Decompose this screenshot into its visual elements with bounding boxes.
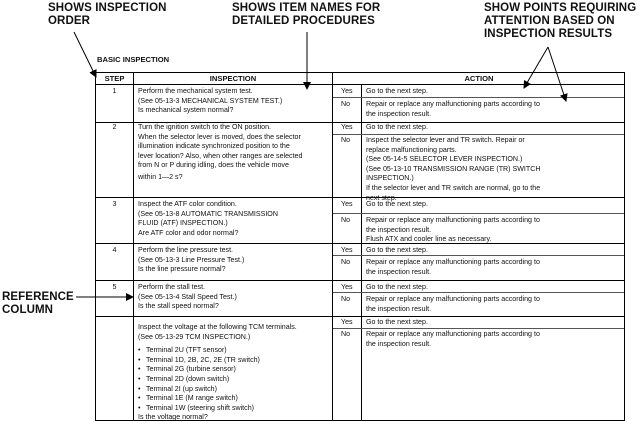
terminal-item: • Terminal 2I (up switch) [138, 385, 330, 395]
action-text: If the selector lever and TR switch are normal, go to the [366, 183, 541, 192]
inspection-text: lever location? Also, when other ranges are selected [138, 151, 303, 160]
inspection-text: Perform the stall test. [138, 283, 206, 291]
action-text: next step. [366, 193, 397, 202]
action-text: the inspection result. [366, 304, 432, 313]
callout-line: SHOW POINTS REQUIRING [484, 2, 637, 14]
step-number: 1 [112, 87, 117, 95]
answer-no: No [341, 216, 351, 224]
action-text: Inspect the selector lever and TR switch. Repair or [366, 136, 525, 144]
action-text: Go to the next step. [366, 246, 428, 254]
answer-yes: Yes [341, 200, 353, 208]
terminal-item: • Terminal 1E (M range switch) [138, 394, 330, 404]
arrow-to-step-column [74, 32, 96, 77]
callout-line: SHOWS ITEM NAMES FOR [232, 2, 381, 14]
answer-no: No [341, 100, 351, 108]
answer-no: No [341, 258, 351, 266]
header-step: STEP [104, 74, 125, 83]
inspection-text: Is the line pressure normal? [138, 265, 226, 274]
header-action: ACTION [464, 74, 494, 83]
callout-line: ATTENTION BASED ON [484, 15, 615, 27]
step-number: 2 [112, 123, 117, 131]
inspection-text: Perform the line pressure test. [138, 246, 234, 254]
step-number: 3 [112, 200, 117, 208]
action-text: Flush ATX and cooler line as necessary. [366, 235, 492, 244]
action-text: Repair or replace any malfunctioning parts according to [366, 330, 540, 338]
arrow-to-action-column [524, 47, 548, 88]
header-inspection: INSPECTION [209, 74, 257, 83]
action-text: Repair or replace any malfunctioning parts according to [366, 216, 540, 224]
inspection-text: Perform the mechanical system test. [138, 87, 253, 95]
inspection-text: Is the stall speed normal? [138, 302, 219, 311]
callout-line: INSPECTION RESULTS [484, 28, 613, 40]
action-text: Repair or replace any malfunctioning parts according to [366, 258, 540, 266]
terminal-item: • Terminal 1D, 2B, 2C, 2E (TR switch) [138, 356, 330, 366]
action-text: the inspection result. [366, 109, 432, 118]
step-number: 4 [112, 246, 117, 254]
answer-no: No [341, 295, 351, 303]
step-number: 5 [112, 283, 117, 291]
inspection-text: Inspect the voltage at the following TCM terminals. [138, 323, 297, 331]
action-text: Repair or replace any malfunctioning parts according to [366, 295, 540, 303]
inspection-text: (See 05-13-3 Line Pressure Test.) [138, 255, 245, 264]
callout-line: COLUMN [2, 304, 54, 316]
arrow-to-action-result [548, 47, 566, 101]
inspection-text: (See 05-13-29 TCM INSPECTION.) [138, 332, 251, 341]
terminal-item: • Terminal 2G (turbine sensor) [138, 365, 330, 375]
action-text: INSPECTION.) [366, 174, 414, 183]
action-text: the inspection result. [366, 267, 432, 276]
inspection-text: (See 05-13-3 MECHANICAL SYSTEM TEST.) [138, 96, 283, 105]
answer-yes: Yes [341, 283, 353, 291]
inspection-text: Inspect the ATF color condition. [138, 200, 237, 208]
action-text: (See 05-14-5 SELECTOR LEVER INSPECTION.) [366, 155, 523, 164]
action-text: replace malfunctioning parts. [366, 145, 457, 154]
answer-yes: Yes [341, 318, 353, 326]
action-text: Go to the next step. [366, 87, 428, 95]
inspection-text: from N or P during idling, does the vehicle move [138, 161, 289, 170]
inspection-text: (See 05-13-4 Stall Speed Test.) [138, 292, 237, 301]
callout-line: DETAILED PROCEDURES [232, 15, 375, 27]
action-text: Go to the next step. [366, 318, 428, 326]
inspection-text: within 1—2 s? [138, 172, 183, 181]
inspection-text: illumination indicate synchronized position to the [138, 142, 290, 151]
answer-yes: Yes [341, 246, 353, 254]
inspection-text: When the selector lever is moved, does the selector [138, 132, 301, 141]
inspection-text: Is mechanical system normal? [138, 106, 234, 115]
action-text: Go to the next step. [366, 123, 428, 131]
answer-yes: Yes [341, 87, 353, 95]
callout-line: REFERENCE [2, 291, 74, 303]
action-text: the inspection result. [366, 225, 432, 234]
inspection-text: Are ATF color and odor normal? [138, 228, 239, 237]
inspection-text: Is the voltage normal? [138, 413, 208, 422]
terminal-item: • Terminal 1W (steering shift switch) [138, 404, 330, 414]
inspection-text: Turn the ignition switch to the ON position. [138, 123, 272, 131]
inspection-text: (See 05-13-8 AUTOMATIC TRANSMISSION [138, 209, 278, 218]
action-text: Go to the next step. [366, 283, 428, 291]
answer-yes: Yes [341, 123, 353, 131]
action-text: Go to the next step. [366, 200, 428, 208]
answer-no: No [341, 136, 351, 144]
answer-no: No [341, 330, 351, 338]
action-text: the inspection result. [366, 339, 432, 348]
callout-line: SHOWS INSPECTION [48, 2, 167, 14]
section-title: BASIC INSPECTION [97, 55, 170, 64]
terminal-item: • Terminal 2U (TFT sensor) [138, 346, 330, 356]
inspection-text: FLUID (ATF) INSPECTION.) [138, 219, 228, 228]
terminal-item: • Terminal 2D (down switch) [138, 375, 330, 385]
action-text: (See 05-13-10 TRANSMISSION RANGE (TR) SWITCH [366, 164, 541, 173]
callout-line: ORDER [48, 15, 91, 27]
action-text: Repair or replace any malfunctioning parts according to [366, 100, 540, 108]
